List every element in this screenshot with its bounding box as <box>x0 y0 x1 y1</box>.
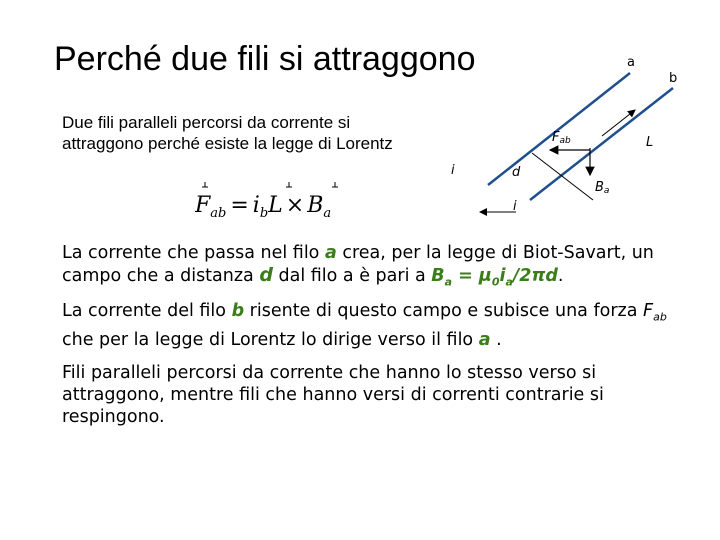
paragraph-biot-savart: La corrente che passa nel filo a crea, per la legge di Biot-Savart, un campo che a distanza d dal filo a è pari a $B_a = \mu_0i_a/2\pi d$. <box>62 243 654 289</box>
distance-line <box>532 153 593 200</box>
intro-text: Due fili paralleli percorsi da corrente si attraggono perché esiste la legge di Lorentz <box>62 113 393 153</box>
label-i2: i <box>513 199 517 214</box>
label-B: B <box>595 180 604 195</box>
formula-eq: = <box>230 193 249 218</box>
label-d: d <box>512 165 521 180</box>
wire-a-ref-2: a <box>478 329 491 350</box>
field-expression: $B_a = \mu_0i_a/2\pi d$ <box>431 266 558 289</box>
formula-F-sub: ab <box>210 206 227 221</box>
wire-a-ref: a <box>324 243 337 263</box>
label-b: b <box>669 71 678 86</box>
wire-b-ref: b <box>231 301 245 321</box>
label-L: L <box>646 135 654 150</box>
formula-i: i <box>252 193 260 218</box>
distance-ref: d <box>259 264 273 286</box>
slide-title: Perché due fili si attraggono <box>54 40 476 78</box>
formula-F: F <box>195 193 211 218</box>
svg-text:Fab=ibL×Ba <box>195 193 331 221</box>
label-a: a <box>627 55 635 70</box>
paragraph-conclusion: Fili paralleli percorsi da corrente che hanno lo stesso verso si attraggono, mentre fili che hanno versi di correnti contrarie si respingono. <box>62 363 604 427</box>
formula-i-sub: b <box>259 206 269 221</box>
wire-diagram <box>420 40 720 220</box>
label-F-sub: ab <box>559 136 571 146</box>
lorentz-formula <box>195 178 365 222</box>
wire-a <box>488 73 630 185</box>
formula-L: L <box>268 193 283 218</box>
label-F: F <box>552 130 560 145</box>
formula-B-sub: a <box>323 206 332 221</box>
formula-times: × <box>285 193 305 218</box>
paragraph-lorentz-force: La corrente del filo b risente di questo campo e subisce una forza $F_{ab}$ che per la legge di Lorentz lo dirige verso il filo a . <box>62 301 667 350</box>
label-B-sub: a <box>603 186 610 196</box>
formula-B: B <box>307 193 324 218</box>
svg-text:Fab <box>552 130 571 146</box>
label-i1: i <box>451 163 455 178</box>
svg-text:Ba <box>595 180 609 196</box>
